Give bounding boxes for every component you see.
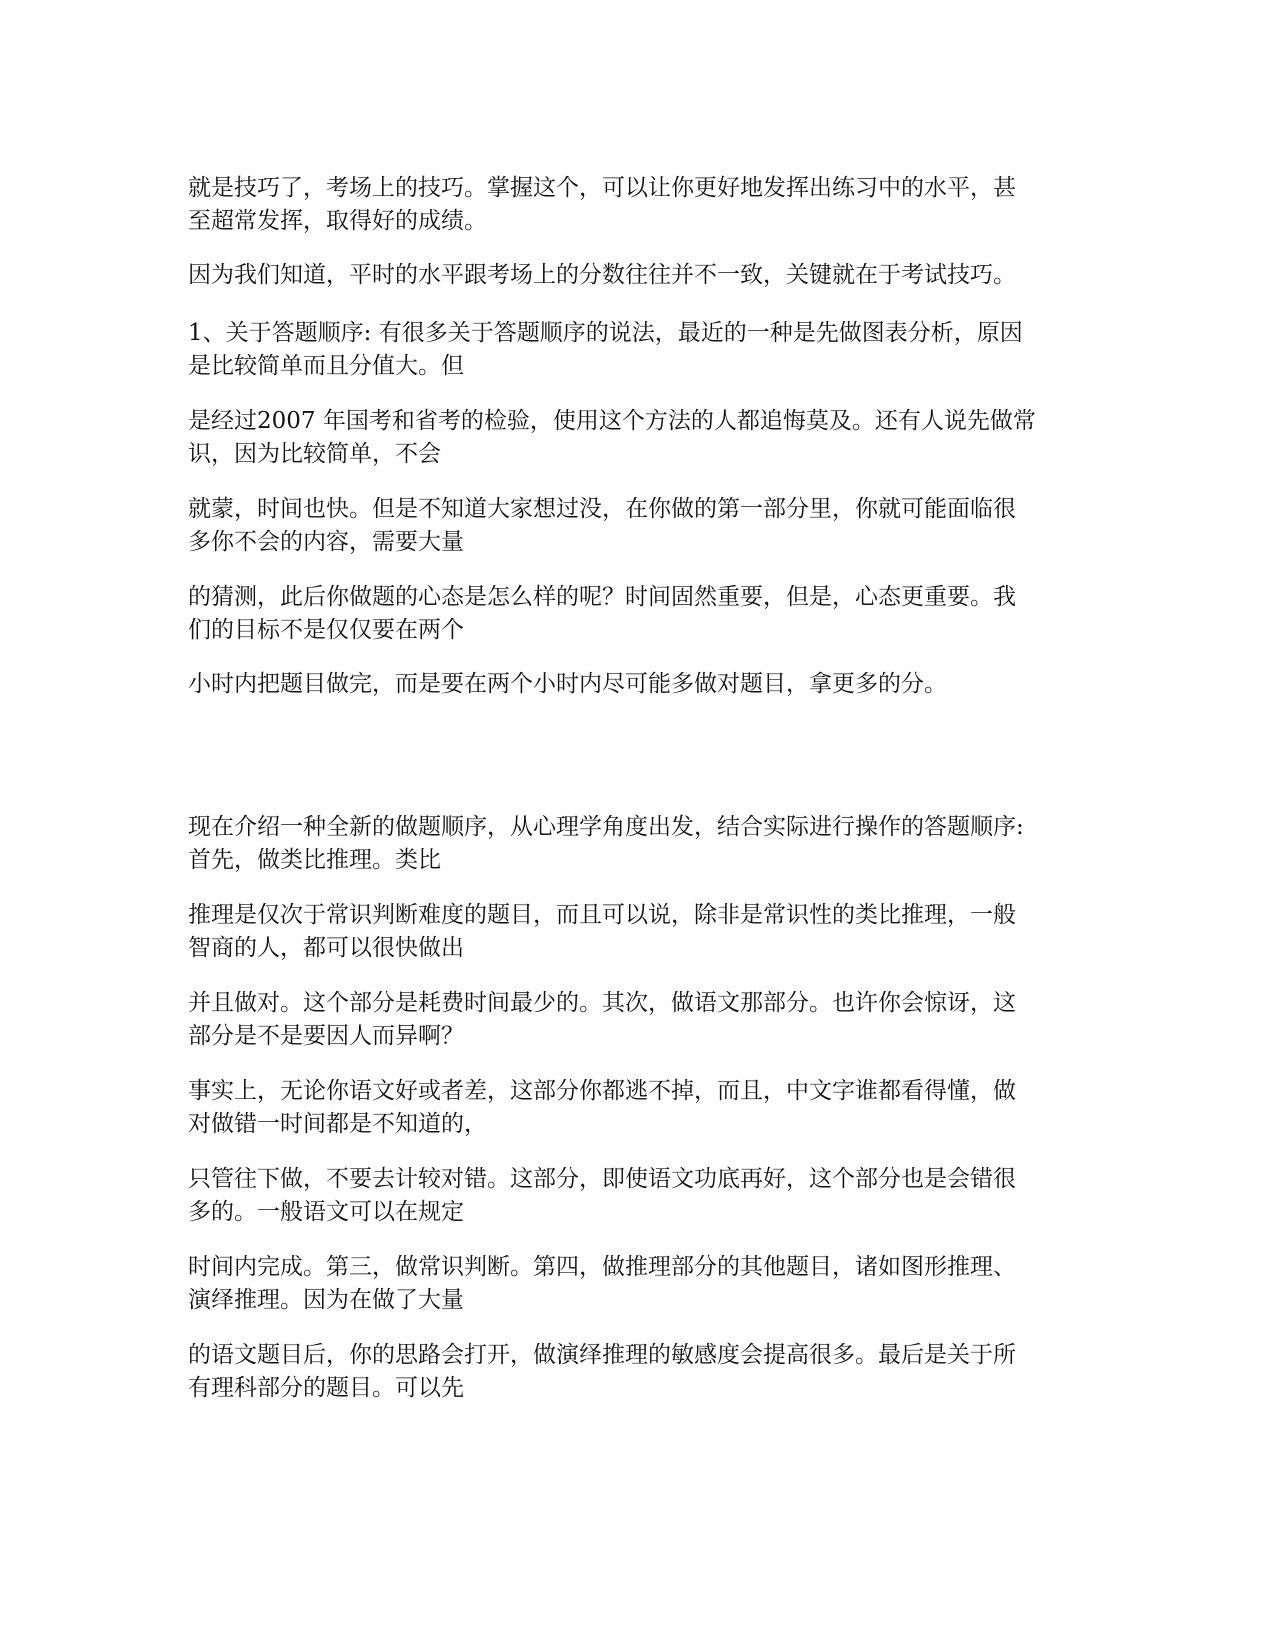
paragraph-line: 们的目标不是仅仅要在两个 (188, 617, 464, 643)
paragraph-line: 并且做对。这个部分是耗费时间最少的。其次，做语文那部分。也许你会惊讶，这 (188, 990, 1016, 1016)
paragraph-line: 多的。一般语文可以在规定 (188, 1199, 464, 1225)
paragraph-line: 智商的人，都可以很快做出 (188, 935, 464, 961)
paragraph-5 (188, 493, 1088, 559)
paragraph-2 (188, 259, 1088, 292)
paragraph-line: 演绎推理。因为在做了大量 (188, 1287, 464, 1313)
paragraph-line: 就蒙，时间也快。但是不知道大家想过没，在你做的第一部分里，你就可能面临很 (188, 496, 1016, 522)
paragraph-1 (188, 172, 1088, 238)
paragraph-4 (188, 405, 1088, 471)
paragraph-line: 因为我们知道，平时的水平跟考场上的分数往往并不一致，关键就在于考试技巧。 (188, 262, 1016, 288)
paragraph-line: 只管往下做，不要去计较对错。这部分，即使语文功底再好，这个部分也是会错很 (188, 1166, 1016, 1192)
paragraph-line: 小时内把题目做完，而是要在两个小时内尽可能多做对题目，拿更多的分。 (188, 671, 947, 697)
paragraph-11 (188, 1075, 1088, 1141)
paragraph-12 (188, 1163, 1088, 1229)
paragraph-10 (188, 987, 1088, 1053)
paragraph-line: 对做错一时间都是不知道的， (188, 1111, 487, 1137)
paragraph-line: 事实上，无论你语文好或者差，这部分你都逃不掉，而且，中文字谁都看得懂，做 (188, 1078, 1016, 1104)
paragraph-line: 时间内完成。第三，做常识判断。第四，做推理部分的其他题目，诸如图形推理、 (188, 1254, 1016, 1280)
paragraph-14 (188, 1339, 1088, 1405)
paragraph-6 (188, 581, 1088, 647)
paragraph-3 (188, 317, 1088, 383)
paragraph-line: 的语文题目后，你的思路会打开，做演绎推理的敏感度会提高很多。最后是关于所 (188, 1342, 1016, 1368)
paragraph-line: 的猜测，此后你做题的心态是怎么样的呢？时间固然重要，但是，心态更重要。我 (188, 584, 1016, 610)
paragraph-line: 是经过2007 年国考和省考的检验，使用这个方法的人都追悔莫及。还有人说先做常 (188, 408, 1036, 434)
paragraph-13 (188, 1251, 1088, 1317)
paragraph-9 (188, 899, 1088, 965)
paragraph-8 (188, 811, 1088, 877)
paragraph-line: 首先，做类比推理。类比 (188, 847, 441, 873)
paragraph-line: 至超常发挥，取得好的成绩。 (188, 208, 487, 234)
paragraph-line: 现在介绍一种全新的做题顺序，从心理学角度出发，结合实际进行操作的答题顺序: (188, 814, 1024, 840)
paragraph-line: 推理是仅次于常识判断难度的题目，而且可以说，除非是常识性的类比推理，一般 (188, 902, 1016, 928)
paragraph-line: 部分是不是要因人而异啊？ (188, 1023, 464, 1049)
paragraph-line: 就是技巧了，考场上的技巧。掌握这个，可以让你更好地发挥出练习中的水平，甚 (188, 175, 1016, 201)
paragraph-line: 是比较简单而且分值大。但 (188, 353, 464, 379)
paragraph-line: 多你不会的内容，需要大量 (188, 529, 464, 555)
paragraph-7 (188, 668, 1088, 701)
paragraph-line: 识，因为比较简单，不会 (188, 441, 441, 467)
paragraph-line: 有理科部分的题目。可以先 (188, 1375, 464, 1401)
paragraph-line: 1、关于答题顺序: 有很多关于答题顺序的说法，最近的一种是先做图表分析，原因 (188, 320, 1023, 346)
